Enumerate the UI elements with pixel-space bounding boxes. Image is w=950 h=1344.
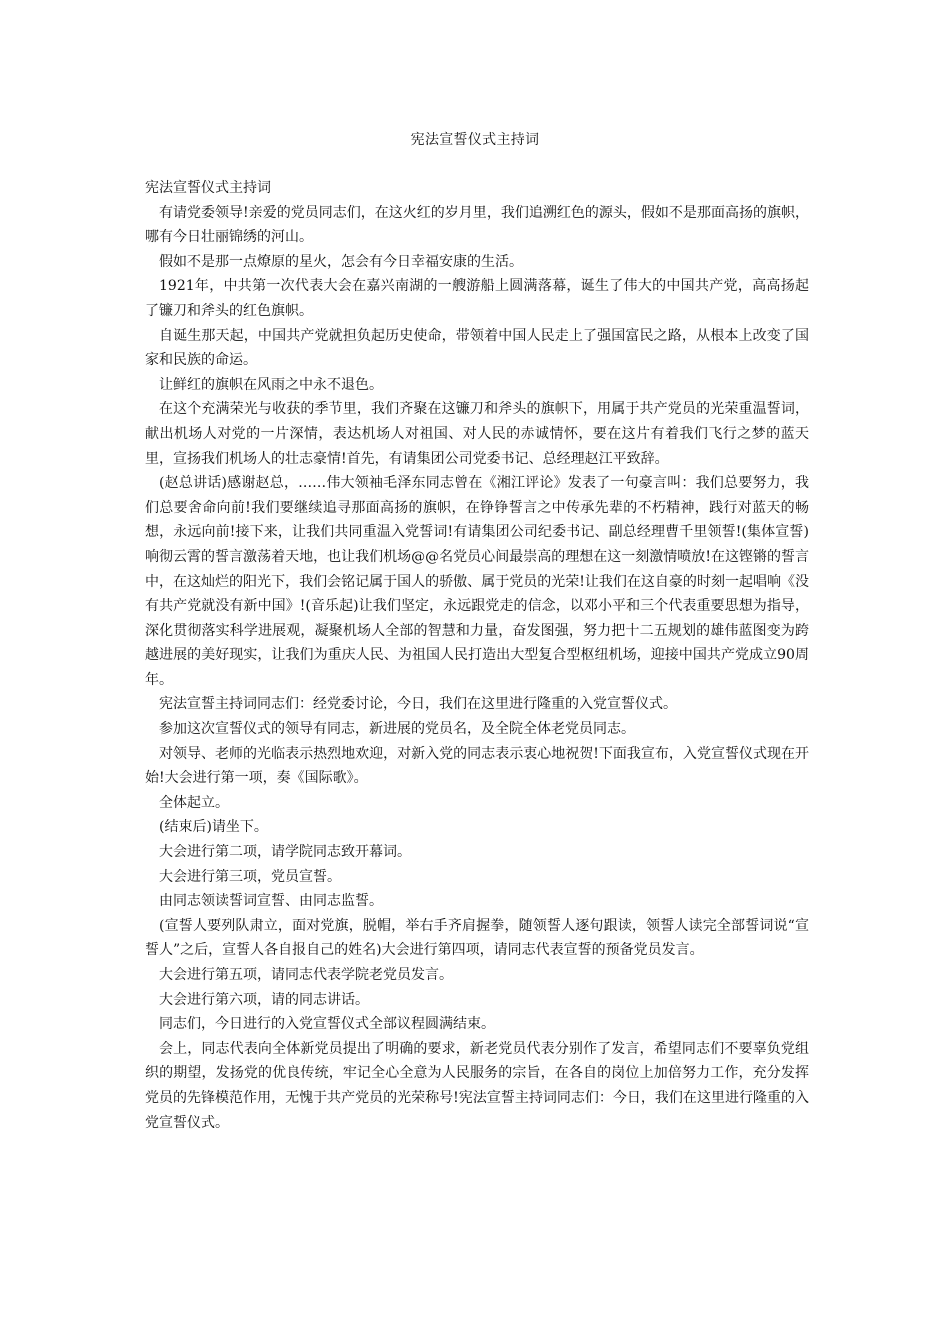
paragraph-1: 有请党委领导!亲爱的党员同志们，在这火红的岁月里，我们追溯红色的源头，假如不是那面高扬的旗帜，哪有今日壮丽锦绣的河山。 [145, 204, 809, 246]
paragraph-8: 宪法宣誓主持词同志们：经党委讨论，今日，我们在这里进行隆重的入党宣誓仪式。 [159, 696, 677, 713]
paragraph-19: 同志们，今日进行的入党宣誓仪式全部议程圆满结束。 [159, 1016, 495, 1033]
paragraph-10: 对领导、老师的光临表示热烈地欢迎，对新入党的同志表示衷心地祝贺!下面我宣布，入党宣誓仪式现在开始!大会进行第一项，奏《国际歌》。 [145, 745, 809, 787]
paragraph-11: 全体起立。 [159, 794, 229, 811]
paragraph-9: 参加这次宣誓仪式的领导有同志，新进展的党员名，及全院全体老党员同志。 [159, 721, 635, 738]
paragraph-3: 1921年，中共第一次代表大会在嘉兴南湖的一艘游船上圆满落幕，诞生了伟大的中国共产党，高高扬起了镰刀和斧头的红色旗帜。 [145, 278, 809, 319]
paragraph-5: 让鲜红的旗帜在风雨之中永不退色。 [159, 376, 383, 393]
document-body [145, 176, 809, 1135]
paragraph-13: 大会进行第二项，请学院同志致开幕词。 [159, 844, 411, 861]
paragraph-6: 在这个充满荣光与收获的季节里，我们齐聚在这镰刀和斧头的旗帜下，用属于共产党员的光荣重温誓词，献出机场人对党的一片深情，表达机场人对祖国、对人民的赤诚情怀，要在这片有着我们飞行之梦的蓝天里，宣扬我们机场人的壮志豪情!首先，有请集团公司党委书记、总经理赵江平致辞。 [145, 401, 809, 467]
paragraph-20: 会上，同志代表向全体新党员提出了明确的要求，新老党员代表分别作了发言，希望同志们不要辜负党组织的期望，发扬党的优良传统，牢记全心全意为人民服务的宗旨，在各自的岗位上加倍努力工作，充分发挥党员的先锋模范作用，无愧于共产党员的光荣称号!宪法宣誓主持词同志们：今日，我们在这里进行隆重的入党宣誓仪式。 [145, 1040, 809, 1131]
paragraph-7: (赵总讲话)感谢赵总，……伟大领袖毛泽东同志曾在《湘江评论》发表了一句豪言叫：我们总要努力，我们总要舍命向前!我们要继续追寻那面高扬的旗帜，在铮铮誓言之中传承先辈的不朽精神，践行对蓝天的畅想，永远向前!接下来，让我们共同重温入党誓词!有请集团公司纪委书记、副总经理曹千里领誓!(集体宣誓)响彻云霄的誓言激荡着天地，也让我们机场@@名党员心间最崇高的理想在这一刻激情喷放!在这铿锵的誓言中，在这灿烂的阳光下，我们会铭记属于国人的骄傲、属于党员的光荣!让我们在这自豪的时刻一起唱响《没有共产党就没有新中国》!(音乐起)让我们坚定，永远跟党走的信念，以邓小平和三个代表重要思想为指导，深化贯彻落实科学进展观，凝聚机场人全部的智慧和力量，奋发图强，努力把十二五规划的雄伟蓝图变为跨越进展的美好现实，让我们为重庆人民、为祖国人民打造出大型复合型枢纽机场，迎接中国共产党成立90周年。 [145, 475, 809, 688]
section-heading: 宪法宣誓仪式主持词 [145, 180, 271, 196]
document-title: 宪法宣誓仪式主持词 [410, 132, 540, 148]
paragraph-4: 自诞生那天起，中国共产党就担负起历史使命，带领着中国人民走上了强国富民之路，从根本上改变了国家和民族的命运。 [145, 327, 809, 369]
paragraph-2: 假如不是那一点燎原的星火，怎会有今日幸福安康的生活。 [159, 253, 523, 270]
paragraph-12: (结束后)请坐下。 [159, 819, 268, 836]
paragraph-15: 由同志领读誓词宣誓、由同志监誓。 [159, 893, 383, 910]
paragraph-17: 大会进行第五项，请同志代表学院老党员发言。 [159, 967, 453, 983]
paragraph-16: (宣誓人要列队肃立，面对党旗，脱帽，举右手齐肩握拳，随领誓人逐句跟读，领誓人读完全部誓词说“宣誓人”之后，宣誓人各自报自己的姓名)大会进行第四项，请同志代表宣誓的预备党员发言。 [145, 917, 809, 959]
paragraph-18: 大会进行第六项，请的同志讲话。 [159, 991, 369, 1008]
paragraph-14: 大会进行第三项，党员宣誓。 [159, 868, 341, 885]
